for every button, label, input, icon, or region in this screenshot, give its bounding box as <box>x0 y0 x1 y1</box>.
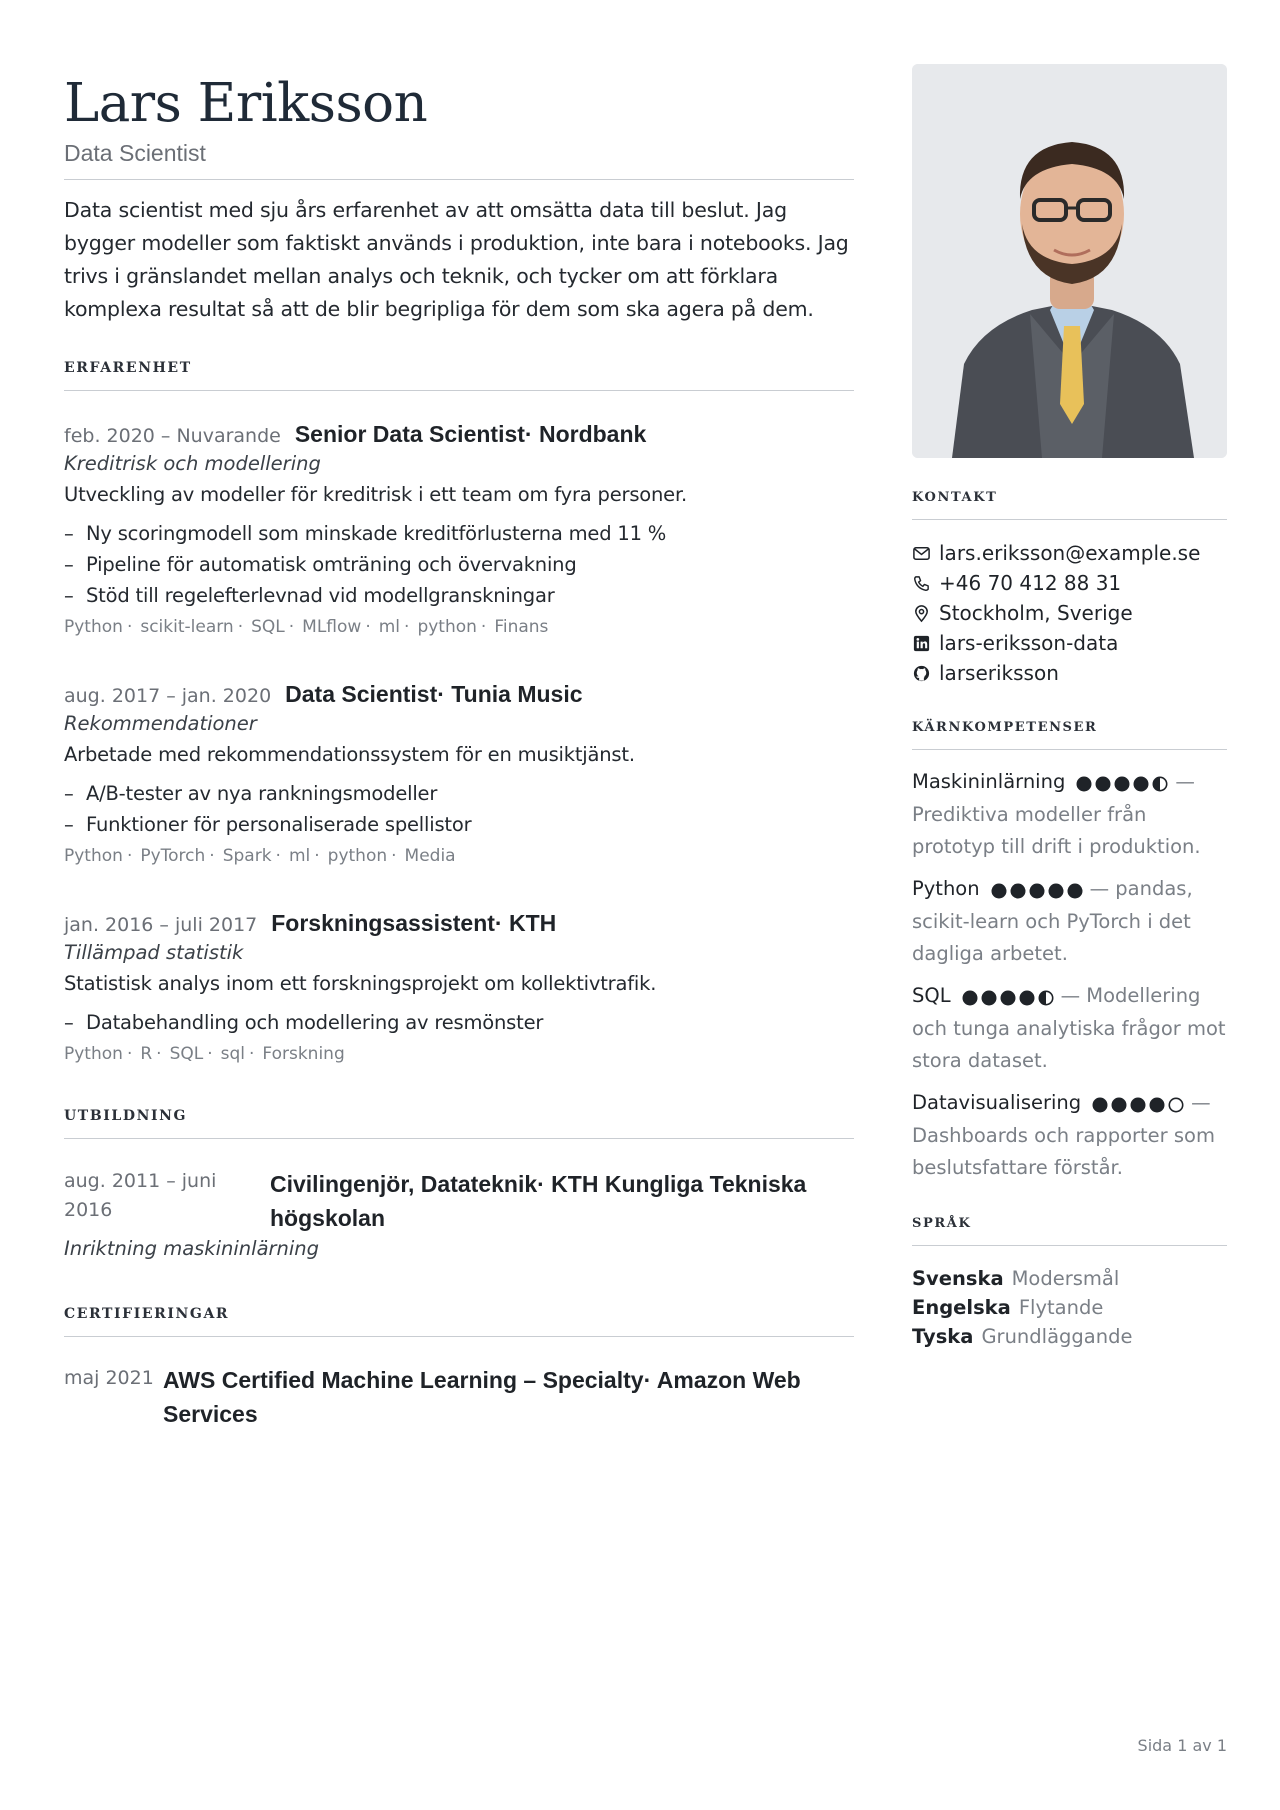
education-entry <box>64 1167 854 1235</box>
skill-description: — Dashboards och rapporter som beslutsfattare förstår. <box>912 1091 1215 1179</box>
job-description: Utveckling av modeller för kreditrisk i ett team om fyra personer. <box>64 483 687 506</box>
section-title-contact: KONTAKT <box>912 490 1227 520</box>
tag-separator: · <box>207 1044 213 1064</box>
skill-rating <box>1091 1088 1185 1120</box>
rating-dot <box>1116 777 1129 790</box>
skill-rating <box>961 981 1055 1013</box>
portrait-illustration <box>912 64 1227 458</box>
tag-separator: · <box>365 617 371 637</box>
skill-rating <box>1075 767 1169 799</box>
rating-dot <box>1020 991 1033 1004</box>
section-title-skills: KÄRNKOMPETENSER <box>912 720 1227 750</box>
rating-dot <box>1068 884 1081 897</box>
rating-dot <box>1030 884 1043 897</box>
job-subtitle: Kreditrisk och modellering <box>64 452 321 475</box>
candidate-name: Lars Eriksson <box>64 73 428 134</box>
skill-item <box>912 1087 1227 1184</box>
profile-summary: Data scientist med sju års erfarenhet av att omsätta data till beslut. Jag bygger modeller som faktiskt används i produktion, inte bara i notebooks. Jag trivs i gränslandet mellan analys och teknik, och tycker om att förklara komplexa resultat så att de blir begripliga för dem som ska agera på dem. <box>64 198 849 321</box>
language-item <box>912 1293 1227 1322</box>
skill-tag: PyTorch <box>140 846 206 866</box>
language-name: Tyska <box>912 1325 974 1348</box>
rating-dots-icon <box>1091 1096 1185 1114</box>
certification-entry <box>64 1363 854 1431</box>
tag-separator: · <box>249 1044 255 1064</box>
section-title-education: UTBILDNING <box>64 1108 854 1139</box>
contact-email[interactable]: lars.eriksson@example.se <box>912 538 1227 568</box>
contact-github[interactable]: larseriksson <box>912 658 1227 688</box>
language-level: Grundläggande <box>981 1325 1133 1348</box>
rating-dot <box>1078 777 1091 790</box>
tag-separator: · <box>156 1044 162 1064</box>
skill-rating <box>990 874 1084 906</box>
sidebar <box>912 64 1227 1351</box>
job-bullet: – Stöd till regelefterlevnad vid modellgranskningar <box>64 584 555 607</box>
candidate-title: Data Scientist <box>64 140 854 180</box>
skill-tag: MLflow <box>302 617 362 637</box>
page-number: Sida 1 av 1 <box>1137 1736 1227 1755</box>
rating-dot <box>1150 1098 1163 1111</box>
experience-list <box>64 421 854 1064</box>
job-entry <box>64 421 854 637</box>
skill-description: — Prediktiva modeller från prototyp till drift i produktion. <box>912 770 1201 858</box>
tag-separator: · <box>480 617 487 637</box>
section-title-certifications: CERTIFIERINGAR <box>64 1306 854 1337</box>
skill-name: SQL <box>912 984 951 1007</box>
skill-item <box>912 873 1227 970</box>
rating-dot <box>1049 884 1062 897</box>
tag-separator: · <box>126 617 133 637</box>
contact-linkedin[interactable]: lars-eriksson-data <box>912 628 1227 658</box>
skill-tag: Python <box>64 1044 123 1064</box>
job-entry <box>64 681 854 866</box>
job-date: feb. 2020 – Nuvarande <box>64 425 281 447</box>
rating-dot <box>1112 1098 1125 1111</box>
rating-dots-icon <box>1075 775 1169 793</box>
skill-tag: ml <box>378 617 401 637</box>
phone-icon <box>912 574 931 593</box>
skill-tag: Python <box>64 846 123 866</box>
job-bullet: – Ny scoringmodell som minskade kreditförlusterna med 11 % <box>64 522 667 545</box>
github-icon <box>912 664 931 683</box>
skill-tag: Media <box>404 846 456 866</box>
language-item <box>912 1264 1227 1293</box>
languages-list <box>912 1264 1227 1351</box>
skill-description: — Modellering och tunga analytiska frågor mot stora dataset. <box>912 984 1226 1072</box>
job-tags <box>64 846 854 866</box>
job-description: Arbetade med rekommendationssystem för en musiktjänst. <box>64 743 635 766</box>
skill-tag: Spark <box>222 846 272 866</box>
tag-separator: · <box>404 617 410 637</box>
education-subtitle: Inriktning maskininlärning <box>64 1237 320 1260</box>
job-tags <box>64 1044 854 1064</box>
skill-tag: Finans <box>494 617 549 637</box>
education-date: aug. 2011 – juni 2016 <box>64 1170 217 1221</box>
job-tags <box>64 617 854 637</box>
job-entry <box>64 910 854 1064</box>
job-date: jan. 2016 – juli 2017 <box>64 914 258 936</box>
skill-name: Python <box>912 877 980 900</box>
language-item <box>912 1322 1227 1351</box>
skill-tag: scikit-learn <box>140 617 234 637</box>
rating-dots-icon <box>961 989 1055 1007</box>
job-bullets <box>64 778 854 840</box>
job-subtitle: Rekommendationer <box>64 712 257 735</box>
job-bullet: – Databehandling och modellering av resmönster <box>64 1011 544 1034</box>
skill-name: Maskininlärning <box>912 770 1066 793</box>
skill-item <box>912 980 1227 1077</box>
job-title: Data Scientist· Tunia Music <box>285 681 583 707</box>
tag-separator: · <box>237 617 244 637</box>
skill-tag: python <box>327 846 388 866</box>
language-name: Svenska <box>912 1267 1004 1290</box>
skill-tag: ml <box>288 846 311 866</box>
skill-tag: R <box>140 1044 153 1064</box>
job-bullet: – Funktioner för personaliserade spellistor <box>64 813 472 836</box>
location-pin-icon <box>912 604 931 623</box>
rating-dot <box>1169 1098 1182 1111</box>
language-level: Modersmål <box>1011 1267 1120 1290</box>
job-description: Statistisk analys inom ett forskningsprojekt om kollektivtrafik. <box>64 972 657 995</box>
tag-separator: · <box>126 1044 133 1064</box>
section-title-languages: SPRÅK <box>912 1216 1227 1246</box>
linkedin-icon <box>912 634 931 653</box>
rating-dot <box>1097 777 1110 790</box>
skill-tag: Forskning <box>262 1044 345 1064</box>
rating-dots-icon <box>990 882 1084 900</box>
skill-tag: SQL <box>169 1044 204 1064</box>
language-level: Flytande <box>1018 1296 1104 1319</box>
job-bullet: – A/B-tester av nya rankningsmodeller <box>64 782 438 805</box>
certification-title: AWS Certified Machine Learning – Specialty· Amazon Web Services <box>163 1367 801 1427</box>
tag-separator: · <box>314 846 320 866</box>
contact-phone[interactable]: +46 70 412 88 31 <box>912 568 1227 598</box>
rating-dot <box>992 884 1005 897</box>
tag-separator: · <box>126 846 133 866</box>
skill-tag: python <box>417 617 477 637</box>
job-title: Senior Data Scientist· Nordbank <box>294 421 647 447</box>
tag-separator: · <box>391 846 397 866</box>
job-subtitle: Tillämpad statistik <box>64 941 244 964</box>
rating-dot <box>1001 991 1014 1004</box>
contact-list <box>912 538 1227 688</box>
profile-photo <box>912 64 1227 458</box>
tag-separator: · <box>275 846 281 866</box>
main-column <box>64 72 854 1431</box>
rating-dot <box>1135 777 1148 790</box>
job-bullet: – Pipeline för automatisk omträning och övervakning <box>64 553 577 576</box>
section-title-experience: ERFARENHET <box>64 360 854 391</box>
rating-dot <box>982 991 995 1004</box>
tag-separator: · <box>288 617 295 637</box>
mail-icon <box>912 544 931 563</box>
job-date: aug. 2017 – jan. 2020 <box>64 685 272 707</box>
skill-tag: sql <box>220 1044 245 1064</box>
job-title: Forskningsassistent· KTH <box>271 910 557 936</box>
rating-dot <box>963 991 976 1004</box>
job-bullets <box>64 1007 854 1038</box>
skills-list <box>912 766 1227 1184</box>
job-bullets <box>64 518 854 611</box>
skill-description: — pandas, scikit-learn och PyTorch i det dagliga arbetet. <box>912 877 1193 965</box>
skill-tag: Python <box>64 617 123 637</box>
rating-dot <box>1011 884 1024 897</box>
rating-dot <box>1093 1098 1106 1111</box>
skill-tag: SQL <box>251 617 285 637</box>
contact-location: Stockholm, Sverige <box>912 598 1227 628</box>
skill-name: Datavisualisering <box>912 1091 1082 1114</box>
skill-item <box>912 766 1227 863</box>
education-title: Civilingenjör, Datateknik· KTH Kungliga Tekniska högskolan <box>270 1171 807 1231</box>
rating-dot <box>1131 1098 1144 1111</box>
tag-separator: · <box>209 846 215 866</box>
certification-date: maj 2021 <box>64 1367 154 1389</box>
language-name: Engelska <box>912 1296 1011 1319</box>
